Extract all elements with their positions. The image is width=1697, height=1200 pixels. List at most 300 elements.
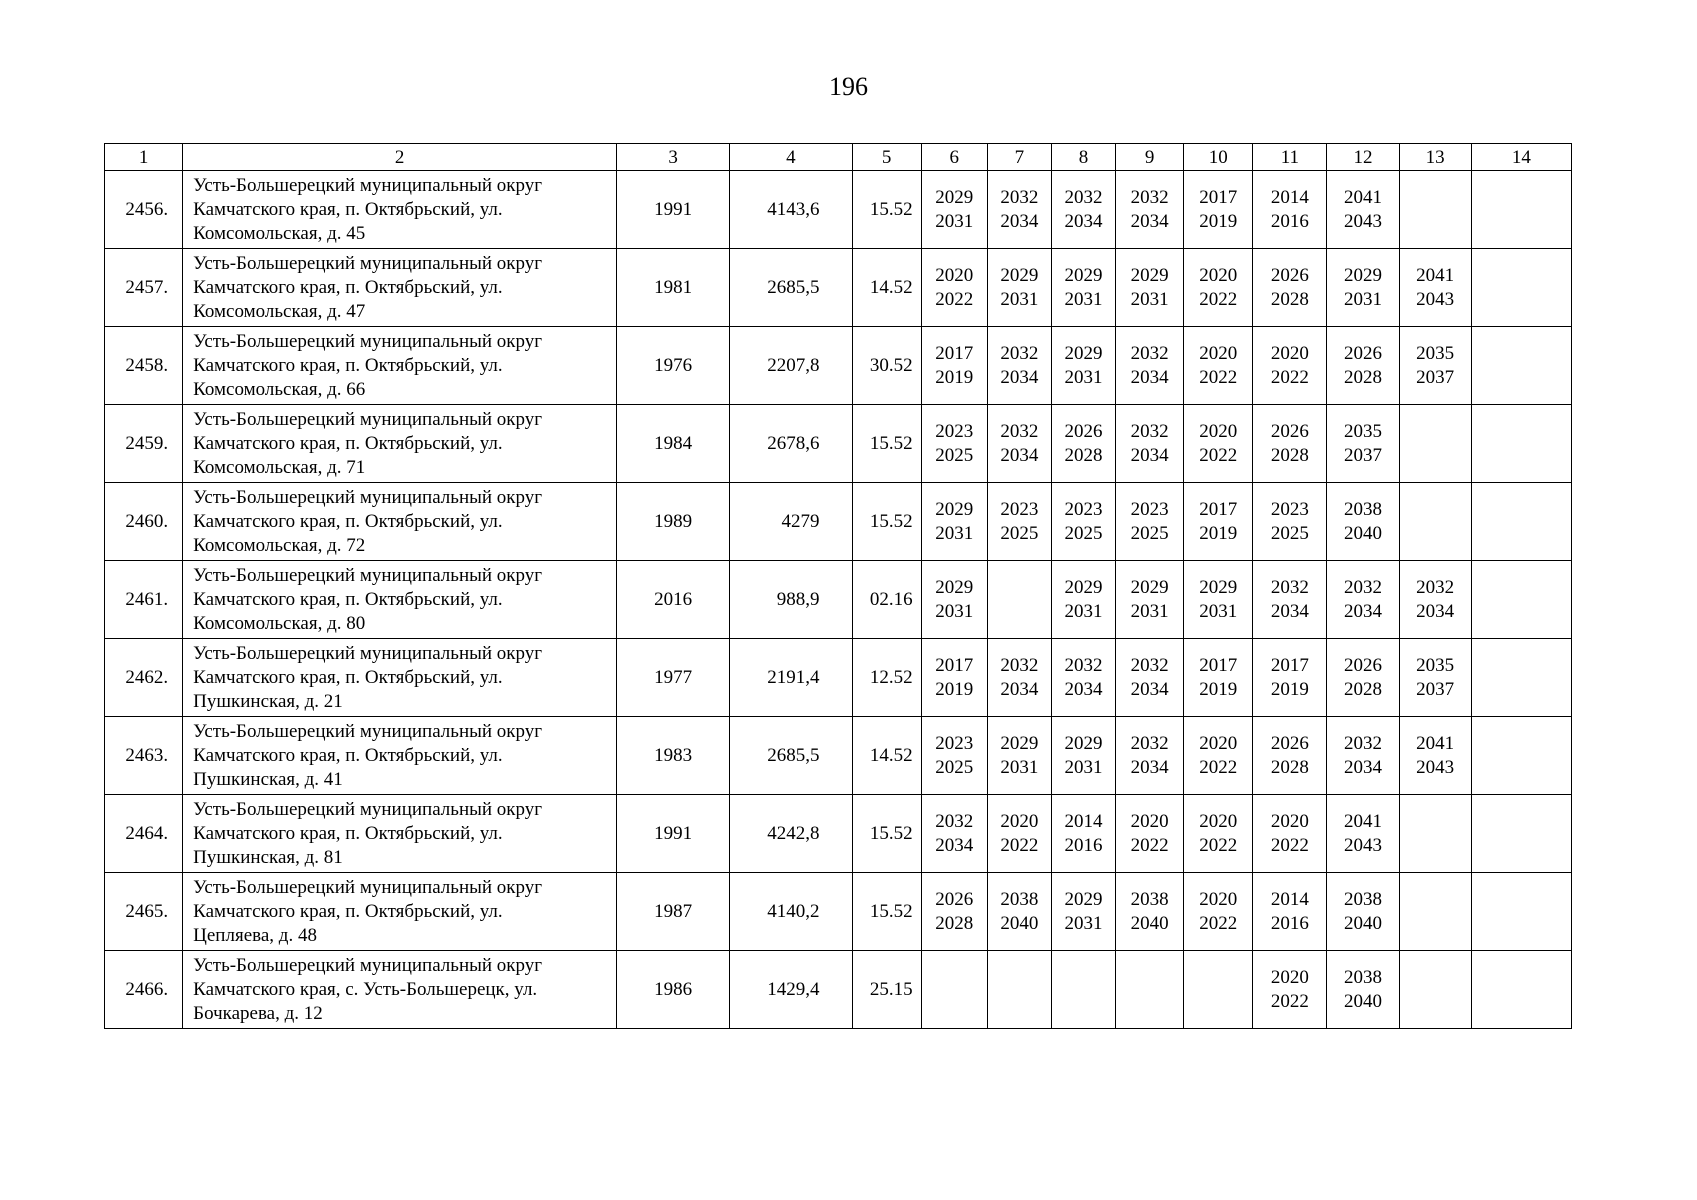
period-start-year: 2017 (935, 342, 974, 364)
address-line: Камчатского края, п. Октябрьский, ул. (193, 666, 503, 688)
period-cell (1184, 249, 1253, 327)
period-end-year: 2028 (935, 912, 974, 934)
table-row (105, 951, 1572, 1029)
period-start-year: 2032 (1000, 342, 1039, 364)
period-cell (921, 951, 987, 1029)
period-start-year: 2032 (1000, 186, 1039, 208)
period-start-year: 2032 (1416, 576, 1455, 598)
period-end-year: 2025 (935, 756, 974, 778)
period-end-year: 2037 (1416, 366, 1455, 388)
period-cell (1184, 171, 1253, 249)
table-row (105, 717, 1572, 795)
period-cell (1116, 717, 1184, 795)
period-start-year: 2029 (935, 576, 974, 598)
period-cell (1471, 171, 1571, 249)
row-number-cell: 2456. (105, 171, 183, 249)
address-line: Усть-Большерецкий муниципальный округ (193, 174, 543, 196)
address-line: Усть-Большерецкий муниципальный округ (193, 642, 543, 664)
row-number-cell: 2465. (105, 873, 183, 951)
period-cell (1116, 639, 1184, 717)
period-end-year: 2031 (1199, 600, 1238, 622)
period-end-year: 2028 (1270, 756, 1309, 778)
code-cell: 25.15 (852, 951, 921, 1029)
period-end-year: 2025 (1270, 522, 1309, 544)
period-cell (987, 249, 1051, 327)
table-row (105, 249, 1572, 327)
period-cell (1399, 873, 1471, 951)
period-cell (1253, 795, 1327, 873)
table-row (105, 561, 1572, 639)
address-line: Камчатского края, п. Октябрьский, ул. (193, 822, 503, 844)
address-line: Комсомольская, д. 72 (193, 534, 366, 556)
period-start-year: 2017 (1270, 654, 1309, 676)
period-end-year: 2019 (935, 366, 974, 388)
period-start-year: 2029 (935, 186, 974, 208)
address-line: Комсомольская, д. 66 (193, 378, 366, 400)
period-start-year: 2017 (1199, 498, 1238, 520)
area-cell: 4242,8 (730, 795, 852, 873)
period-cell (1399, 795, 1471, 873)
build-year-cell: 1987 (617, 873, 730, 951)
period-cell (987, 795, 1051, 873)
address-line: Камчатского края, с. Усть-Большерецк, ул. (193, 978, 538, 1000)
address-line: Пушкинская, д. 21 (193, 690, 343, 712)
period-cell (1051, 951, 1115, 1029)
period-cell (921, 405, 987, 483)
period-start-year: 2020 (1270, 966, 1309, 988)
period-end-year: 2025 (1130, 522, 1169, 544)
period-cell (987, 717, 1051, 795)
period-cell (1327, 561, 1399, 639)
period-start-year: 2023 (1000, 498, 1039, 520)
period-start-year: 2035 (1343, 420, 1382, 442)
period-cell (921, 483, 987, 561)
period-cell (987, 873, 1051, 951)
period-cell (1116, 873, 1184, 951)
address-line: Усть-Большерецкий муниципальный округ (193, 408, 543, 430)
period-end-year: 2025 (935, 444, 974, 466)
period-cell (1184, 717, 1253, 795)
period-cell (1184, 561, 1253, 639)
build-year-cell: 1989 (617, 483, 730, 561)
period-end-year: 2034 (1000, 678, 1039, 700)
area-cell: 2191,4 (730, 639, 852, 717)
period-cell (1184, 795, 1253, 873)
period-start-year: 2032 (1130, 186, 1169, 208)
column-number-row (105, 144, 1572, 171)
period-start-year: 2026 (1270, 420, 1309, 442)
column-header: 12 (1327, 144, 1399, 171)
period-end-year: 2031 (1064, 366, 1103, 388)
address-line: Комсомольская, д. 71 (193, 456, 366, 478)
period-cell (921, 327, 987, 405)
row-number-cell: 2464. (105, 795, 183, 873)
period-end-year: 2034 (1064, 678, 1103, 700)
period-cell (987, 483, 1051, 561)
period-end-year: 2028 (1270, 444, 1309, 466)
period-end-year: 2028 (1270, 288, 1309, 310)
code-cell: 15.52 (852, 873, 921, 951)
period-start-year: 2035 (1416, 342, 1455, 364)
period-start-year: 2029 (1130, 264, 1169, 286)
period-start-year: 2032 (1343, 576, 1382, 598)
table-row (105, 483, 1572, 561)
period-end-year: 2037 (1343, 444, 1382, 466)
table-header (105, 144, 1572, 171)
period-end-year: 2040 (1343, 990, 1382, 1012)
build-year-cell: 1976 (617, 327, 730, 405)
table-row (105, 327, 1572, 405)
period-start-year: 2020 (1199, 342, 1238, 364)
period-cell (1116, 171, 1184, 249)
column-header: 11 (1253, 144, 1327, 171)
period-cell (1051, 639, 1115, 717)
period-start-year: 2032 (1000, 654, 1039, 676)
area-cell: 4143,6 (730, 171, 852, 249)
period-end-year: 2043 (1416, 756, 1455, 778)
period-start-year: 2023 (1270, 498, 1309, 520)
period-start-year: 2038 (1000, 888, 1039, 910)
address-line: Усть-Большерецкий муниципальный округ (193, 330, 543, 352)
period-cell (1471, 717, 1571, 795)
period-start-year: 2026 (1270, 732, 1309, 754)
period-cell (1051, 327, 1115, 405)
area-cell: 2685,5 (730, 717, 852, 795)
housing-repair-schedule-table (104, 143, 1572, 1029)
row-number-cell: 2459. (105, 405, 183, 483)
period-end-year: 2043 (1343, 210, 1382, 232)
address-cell (183, 717, 617, 795)
period-start-year: 2020 (1199, 810, 1238, 832)
address-cell (183, 249, 617, 327)
address-line: Камчатского края, п. Октябрьский, ул. (193, 510, 503, 532)
period-cell (1051, 483, 1115, 561)
period-cell (1471, 639, 1571, 717)
address-line: Камчатского края, п. Октябрьский, ул. (193, 198, 503, 220)
area-cell: 2685,5 (730, 249, 852, 327)
period-start-year: 2029 (1064, 888, 1103, 910)
table-row (105, 639, 1572, 717)
period-cell (1399, 249, 1471, 327)
period-end-year: 2025 (1064, 522, 1103, 544)
period-start-year: 2029 (935, 498, 974, 520)
period-end-year: 2034 (1130, 366, 1169, 388)
period-end-year: 2022 (1199, 444, 1238, 466)
period-cell (1116, 483, 1184, 561)
period-start-year: 2029 (1000, 732, 1039, 754)
period-start-year: 2041 (1416, 264, 1455, 286)
period-start-year: 2020 (935, 264, 974, 286)
address-line: Комсомольская, д. 45 (193, 222, 366, 244)
period-end-year: 2022 (1270, 366, 1309, 388)
address-cell (183, 951, 617, 1029)
period-end-year: 2034 (1130, 444, 1169, 466)
period-end-year: 2019 (935, 678, 974, 700)
period-start-year: 2017 (1199, 186, 1238, 208)
code-cell: 15.52 (852, 795, 921, 873)
period-cell (1327, 405, 1399, 483)
column-header: 1 (105, 144, 183, 171)
area-cell: 2207,8 (730, 327, 852, 405)
period-end-year: 2034 (1000, 366, 1039, 388)
build-year-cell: 1991 (617, 171, 730, 249)
address-line: Комсомольская, д. 47 (193, 300, 366, 322)
column-header: 14 (1471, 144, 1571, 171)
period-start-year: 2032 (1343, 732, 1382, 754)
period-start-year: 2020 (1199, 264, 1238, 286)
period-end-year: 2019 (1199, 522, 1238, 544)
period-cell (1184, 405, 1253, 483)
period-cell (1327, 483, 1399, 561)
period-cell (1116, 327, 1184, 405)
code-cell: 14.52 (852, 249, 921, 327)
period-end-year: 2022 (1000, 834, 1039, 856)
period-cell (1471, 561, 1571, 639)
period-cell (987, 639, 1051, 717)
period-end-year: 2031 (1130, 600, 1169, 622)
period-end-year: 2022 (1130, 834, 1169, 856)
period-cell (1471, 873, 1571, 951)
period-end-year: 2028 (1064, 444, 1103, 466)
period-cell (1184, 639, 1253, 717)
code-cell: 15.52 (852, 171, 921, 249)
address-cell (183, 639, 617, 717)
period-start-year: 2026 (1270, 264, 1309, 286)
build-year-cell: 2016 (617, 561, 730, 639)
period-end-year: 2022 (935, 288, 974, 310)
address-cell (183, 327, 617, 405)
period-end-year: 2040 (1000, 912, 1039, 934)
code-cell: 02.16 (852, 561, 921, 639)
table-row (105, 171, 1572, 249)
period-cell (1051, 873, 1115, 951)
table-row (105, 795, 1572, 873)
period-start-year: 2029 (1064, 732, 1103, 754)
period-end-year: 2016 (1270, 912, 1309, 934)
period-end-year: 2031 (935, 210, 974, 232)
address-line: Усть-Большерецкий муниципальный округ (193, 954, 543, 976)
period-start-year: 2026 (1343, 342, 1382, 364)
table-row (105, 405, 1572, 483)
period-end-year: 2040 (1343, 912, 1382, 934)
code-cell: 12.52 (852, 639, 921, 717)
period-end-year: 2040 (1130, 912, 1169, 934)
address-line: Усть-Большерецкий муниципальный округ (193, 564, 543, 586)
period-end-year: 2022 (1199, 288, 1238, 310)
build-year-cell: 1981 (617, 249, 730, 327)
period-cell (1253, 951, 1327, 1029)
period-end-year: 2019 (1270, 678, 1309, 700)
period-cell (1327, 951, 1399, 1029)
period-cell (1399, 717, 1471, 795)
period-start-year: 2014 (1064, 810, 1103, 832)
period-cell (1184, 483, 1253, 561)
build-year-cell: 1991 (617, 795, 730, 873)
address-line: Камчатского края, п. Октябрьский, ул. (193, 432, 503, 454)
period-cell (1116, 561, 1184, 639)
period-end-year: 2022 (1199, 834, 1238, 856)
area-cell: 2678,6 (730, 405, 852, 483)
row-number-cell: 2466. (105, 951, 183, 1029)
period-end-year: 2031 (1000, 756, 1039, 778)
column-header: 9 (1116, 144, 1184, 171)
period-end-year: 2031 (935, 522, 974, 544)
period-cell (1253, 249, 1327, 327)
period-end-year: 2043 (1416, 288, 1455, 310)
period-end-year: 2034 (1000, 444, 1039, 466)
column-header: 4 (730, 144, 852, 171)
table-body (105, 171, 1572, 1029)
period-start-year: 2014 (1270, 888, 1309, 910)
period-cell (1327, 249, 1399, 327)
period-start-year: 2020 (1199, 732, 1238, 754)
address-line: Камчатского края, п. Октябрьский, ул. (193, 900, 503, 922)
period-start-year: 2029 (1064, 342, 1103, 364)
address-line: Усть-Большерецкий муниципальный округ (193, 798, 543, 820)
period-cell (1327, 795, 1399, 873)
period-start-year: 2032 (1270, 576, 1309, 598)
period-end-year: 2022 (1199, 912, 1238, 934)
period-cell (1471, 483, 1571, 561)
period-end-year: 2031 (1064, 756, 1103, 778)
period-start-year: 2026 (1343, 654, 1382, 676)
page-number: 196 (829, 72, 868, 101)
address-line: Камчатского края, п. Октябрьский, ул. (193, 354, 503, 376)
column-header: 8 (1051, 144, 1115, 171)
column-header: 10 (1184, 144, 1253, 171)
period-cell (1399, 405, 1471, 483)
address-cell (183, 873, 617, 951)
period-start-year: 2023 (935, 732, 974, 754)
address-line: Камчатского края, п. Октябрьский, ул. (193, 276, 503, 298)
period-end-year: 2034 (1416, 600, 1455, 622)
period-cell (1399, 951, 1471, 1029)
period-cell (1253, 327, 1327, 405)
period-start-year: 2023 (1130, 498, 1169, 520)
period-cell (987, 171, 1051, 249)
period-start-year: 2038 (1343, 966, 1382, 988)
period-cell (1471, 405, 1571, 483)
period-start-year: 2029 (1199, 576, 1238, 598)
period-end-year: 2022 (1270, 990, 1309, 1012)
period-start-year: 2020 (1000, 810, 1039, 832)
row-number-cell: 2463. (105, 717, 183, 795)
period-cell (1471, 795, 1571, 873)
row-number-cell: 2462. (105, 639, 183, 717)
period-end-year: 2034 (1000, 210, 1039, 232)
address-line: Усть-Большерецкий муниципальный округ (193, 720, 543, 742)
period-cell (921, 171, 987, 249)
period-cell (1116, 951, 1184, 1029)
period-start-year: 2032 (1000, 420, 1039, 442)
row-number-cell: 2457. (105, 249, 183, 327)
period-cell (921, 795, 987, 873)
period-end-year: 2037 (1416, 678, 1455, 700)
period-end-year: 2028 (1343, 678, 1382, 700)
period-cell (987, 951, 1051, 1029)
period-cell (1051, 405, 1115, 483)
period-end-year: 2031 (1064, 912, 1103, 934)
row-number-cell: 2458. (105, 327, 183, 405)
period-cell (1116, 405, 1184, 483)
period-start-year: 2020 (1270, 810, 1309, 832)
column-header: 7 (987, 144, 1051, 171)
period-start-year: 2032 (1130, 654, 1169, 676)
period-end-year: 2034 (1064, 210, 1103, 232)
area-cell: 988,9 (730, 561, 852, 639)
period-end-year: 2034 (1270, 600, 1309, 622)
period-cell (1327, 639, 1399, 717)
period-cell (1184, 873, 1253, 951)
period-end-year: 2022 (1199, 756, 1238, 778)
code-cell: 30.52 (852, 327, 921, 405)
code-cell: 14.52 (852, 717, 921, 795)
period-start-year: 2035 (1416, 654, 1455, 676)
period-start-year: 2029 (1000, 264, 1039, 286)
period-cell (1327, 171, 1399, 249)
period-cell (1051, 249, 1115, 327)
period-cell (1471, 249, 1571, 327)
period-end-year: 2034 (1130, 210, 1169, 232)
period-cell (1471, 951, 1571, 1029)
address-cell (183, 561, 617, 639)
address-cell (183, 171, 617, 249)
period-end-year: 2034 (1343, 756, 1382, 778)
period-end-year: 2034 (1130, 678, 1169, 700)
period-end-year: 2031 (1130, 288, 1169, 310)
period-start-year: 2023 (935, 420, 974, 442)
period-start-year: 2029 (1130, 576, 1169, 598)
build-year-cell: 1986 (617, 951, 730, 1029)
period-end-year: 2025 (1000, 522, 1039, 544)
period-cell (1051, 171, 1115, 249)
period-end-year: 2043 (1343, 834, 1382, 856)
period-start-year: 2038 (1343, 498, 1382, 520)
period-cell (1253, 717, 1327, 795)
period-cell (1327, 717, 1399, 795)
period-cell (921, 717, 987, 795)
period-cell (987, 405, 1051, 483)
period-start-year: 2017 (1199, 654, 1238, 676)
address-line: Усть-Большерецкий муниципальный округ (193, 876, 543, 898)
period-start-year: 2041 (1343, 186, 1382, 208)
period-start-year: 2020 (1199, 888, 1238, 910)
period-cell (921, 639, 987, 717)
period-start-year: 2023 (1064, 498, 1103, 520)
period-cell (1253, 639, 1327, 717)
period-cell (1051, 561, 1115, 639)
period-start-year: 2020 (1130, 810, 1169, 832)
address-line: Бочкарева, д. 12 (193, 1002, 323, 1024)
period-start-year: 2032 (1130, 732, 1169, 754)
address-line: Цепляева, д. 48 (193, 924, 317, 946)
period-start-year: 2041 (1416, 732, 1455, 754)
address-line: Пушкинская, д. 81 (193, 846, 343, 868)
period-end-year: 2031 (1064, 288, 1103, 310)
period-end-year: 2019 (1199, 678, 1238, 700)
period-start-year: 2020 (1199, 420, 1238, 442)
period-cell (1327, 327, 1399, 405)
period-start-year: 2014 (1270, 186, 1309, 208)
period-start-year: 2029 (1343, 264, 1382, 286)
period-cell (1399, 483, 1471, 561)
period-cell (1327, 873, 1399, 951)
address-line: Камчатского края, п. Октябрьский, ул. (193, 588, 503, 610)
period-cell (1184, 951, 1253, 1029)
period-end-year: 2034 (935, 834, 974, 856)
period-cell (987, 327, 1051, 405)
period-cell (987, 561, 1051, 639)
